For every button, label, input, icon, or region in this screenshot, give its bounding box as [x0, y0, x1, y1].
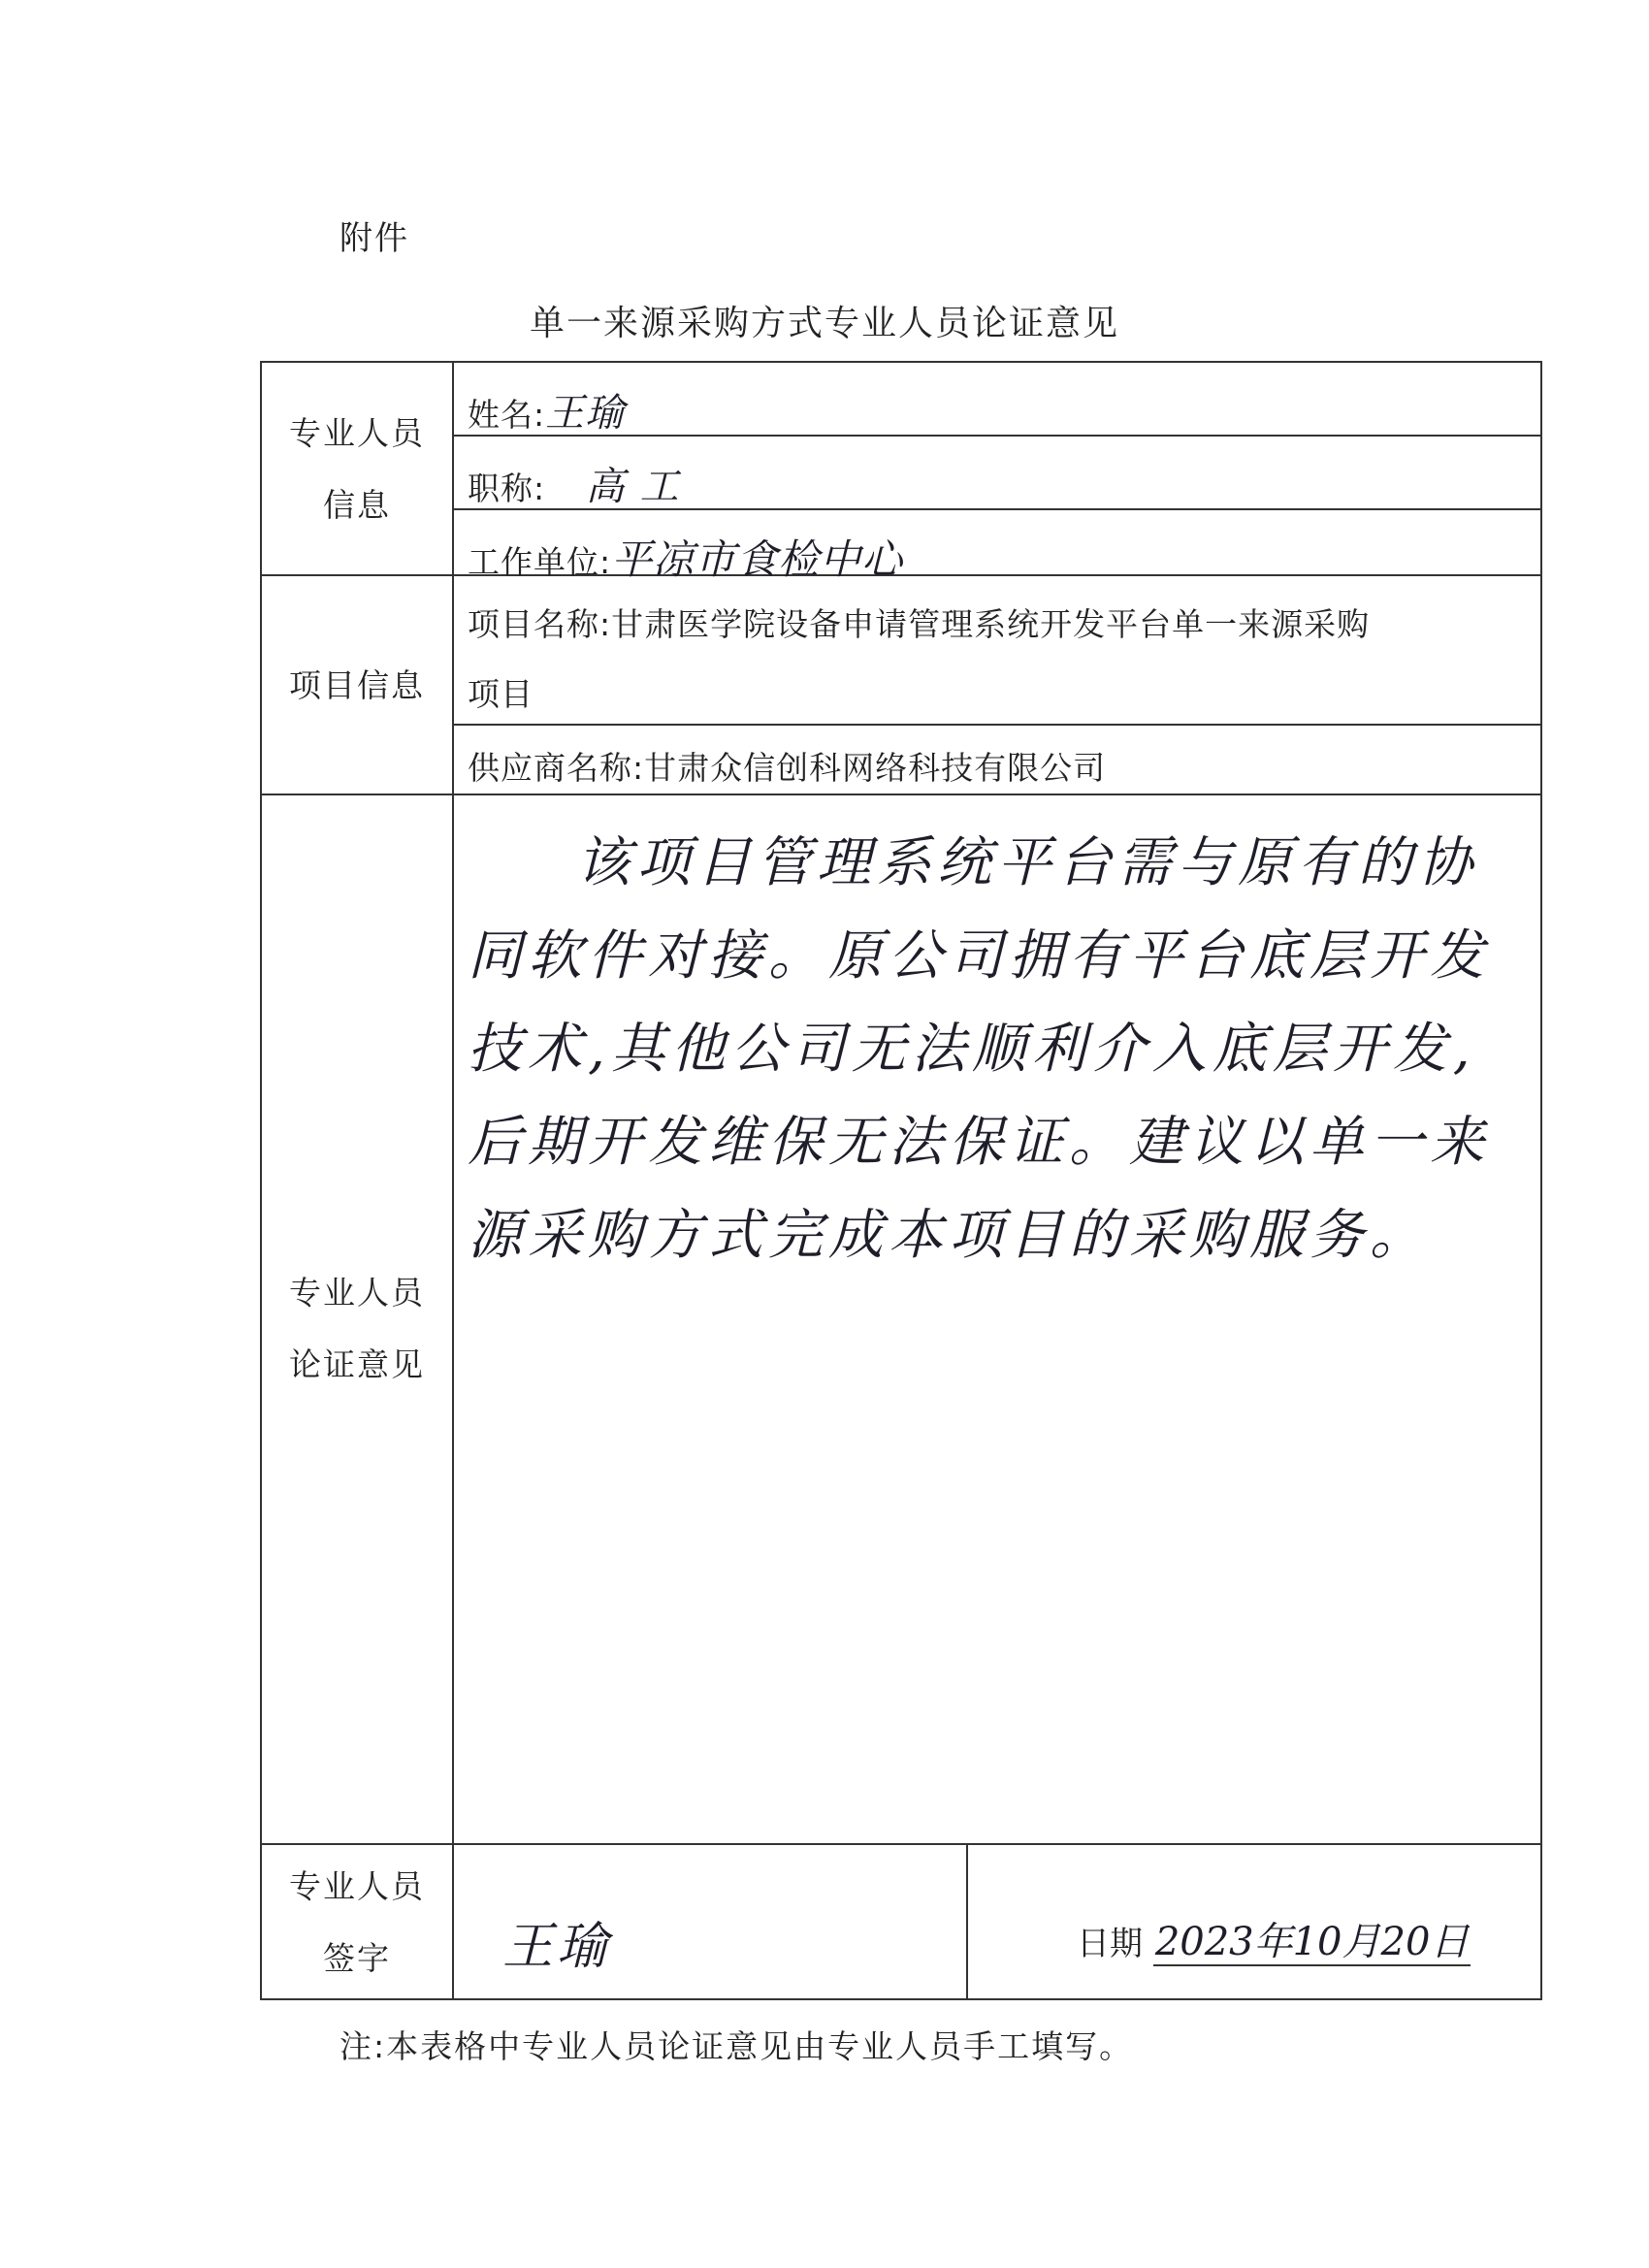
column-divider — [966, 1843, 968, 1998]
document-title: 单一来源采购方式专业人员论证意见 — [529, 304, 1119, 343]
row-divider — [452, 724, 1540, 726]
work-unit-field — [468, 528, 903, 586]
opinion-text: 该项目管理系统平台需与原有的协同软件对接。原公司拥有平台底层开发技术,其他公司无法顺利介入底层开发,后期开发维保无法保证。建议以单一来源采购方式完成本项目的采购服务。 — [468, 831, 1490, 1267]
column-divider — [452, 363, 454, 1998]
project-name-field — [468, 599, 1370, 645]
supplier-label: 供应商名称: — [468, 749, 645, 787]
supplier-field — [468, 743, 1106, 789]
name-label: 姓名: — [468, 396, 546, 434]
sign-date — [1077, 1911, 1471, 1966]
job-title-field — [468, 456, 695, 511]
opinion-label: 专业人员 论证意见 — [289, 1274, 425, 1383]
work-unit-label: 工作单位: — [468, 543, 612, 581]
supplier-value: 甘肃众信创科网络科技有限公司 — [644, 749, 1107, 787]
date-value: 2023年10月20日 — [1154, 1920, 1470, 1964]
date-label: 日期 — [1077, 1925, 1143, 1963]
name-field — [468, 382, 625, 437]
personnel-info-label: 专业人员 信息 — [289, 414, 425, 524]
signer-signature: 王瑜 — [502, 1918, 612, 1976]
job-title-value: 高工 — [585, 465, 695, 509]
footnote: 注:本表格中专业人员论证意见由专业人员手工填写。 — [340, 2027, 1134, 2065]
signature-label: 专业人员 签字 — [289, 1867, 425, 1977]
attachment-label: 附件 — [340, 219, 409, 258]
project-name-continuation: 项目 — [468, 675, 534, 713]
name-value: 王瑜 — [545, 391, 626, 436]
project-name-value: 甘肃医学院设备申请管理系统开发平台单一来源采购 — [611, 605, 1371, 643]
opinion-form — [260, 361, 1542, 2000]
project-info-label: 项目信息 — [289, 666, 425, 704]
work-unit-value: 平凉市食检中心 — [611, 535, 904, 583]
project-name-label: 项目名称: — [468, 605, 612, 643]
job-title-label: 职称: — [468, 470, 546, 507]
